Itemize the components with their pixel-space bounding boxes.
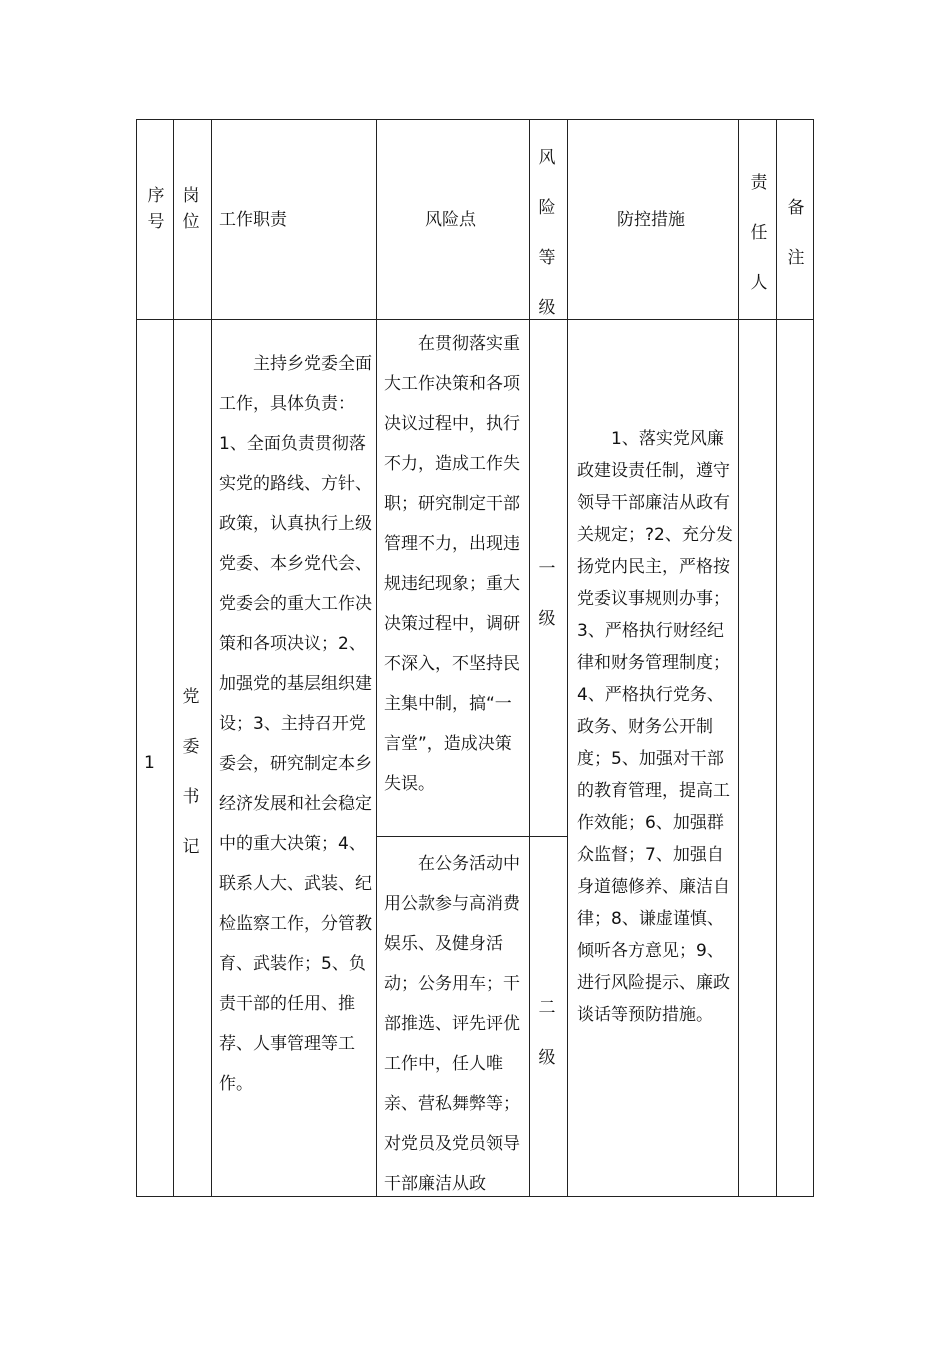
row-post: 党委书记 [182,687,200,857]
grid-line [211,119,212,1197]
header-post: 岗位 [182,186,200,232]
grid-line [376,119,377,1197]
grid-line [173,119,174,1197]
grid-line [529,119,530,1197]
grid-line [776,119,777,1197]
grid-line [136,119,814,120]
grid-line [376,836,567,837]
header-duty: 工作职责 [219,210,287,230]
header-seq: 序号 [147,186,165,232]
header-measures: 防控措施 [617,210,685,230]
row-duty: 主持乡党委全面工作，具体负责：1、全面负责贯彻落实党的路线、方针、政策，认真执行上级党委、本乡党代会、党委会的重大工作决策和各项决议；2、加强党的基层组织建设；3、主持召开党委会，研究制定本乡经济发展和社会稳定中的重大决策；4、联系人大、武装、纪检监察工作，分管教育、武装作；5、负责干部的任用、推荐、人事管理等工作。 [219,354,372,1094]
header-risk-point: 风险点 [425,210,476,230]
grid-line [813,119,814,1197]
risk-level-2: 二级 [538,998,556,1068]
grid-line [567,119,568,1197]
grid-line [136,1196,814,1197]
header-risk-level: 风险等级 [538,148,556,318]
grid-line [738,119,739,1197]
grid-line [136,119,137,1197]
row-measures: 1、落实党风廉政建设责任制，遵守领导干部廉洁从政有关规定；?2、充分发扬党内民主，严格按党委议事规则办事；3、严格执行财经纪律和财务管理制度；4、严格执行党务、政务、财务公开制度；5、加强对干部的教育管理，提高工作效能；6、加强群众监督；7、加强自身道德修养、廉洁自律；8、谦虚谨慎、倾听各方意见；9、进行风险提示、廉政谈话等预防措施。 [577,429,733,1025]
grid-line [136,319,814,320]
header-responsible: 责任人 [750,173,768,293]
risk-point-1: 在贯彻落实重大工作决策和各项决议过程中，执行不力，造成工作失职；研究制定干部管理不力，出现违规违纪现象；重大决策过程中，调研不深入，不坚持民主集中制，搞“一言堂”，造成决策失误。 [384,334,520,794]
row-seq: 1 [144,753,155,773]
risk-level-1: 一级 [538,559,556,629]
risk-point-2: 在公务活动中用公款参与高消费娱乐、及健身活动；公务用车；干部推选、评先评优工作中，任人唯亲、营私舞弊等；对党员及党员领导干部廉洁从政 [384,854,520,1194]
header-remark: 备注 [787,198,805,268]
